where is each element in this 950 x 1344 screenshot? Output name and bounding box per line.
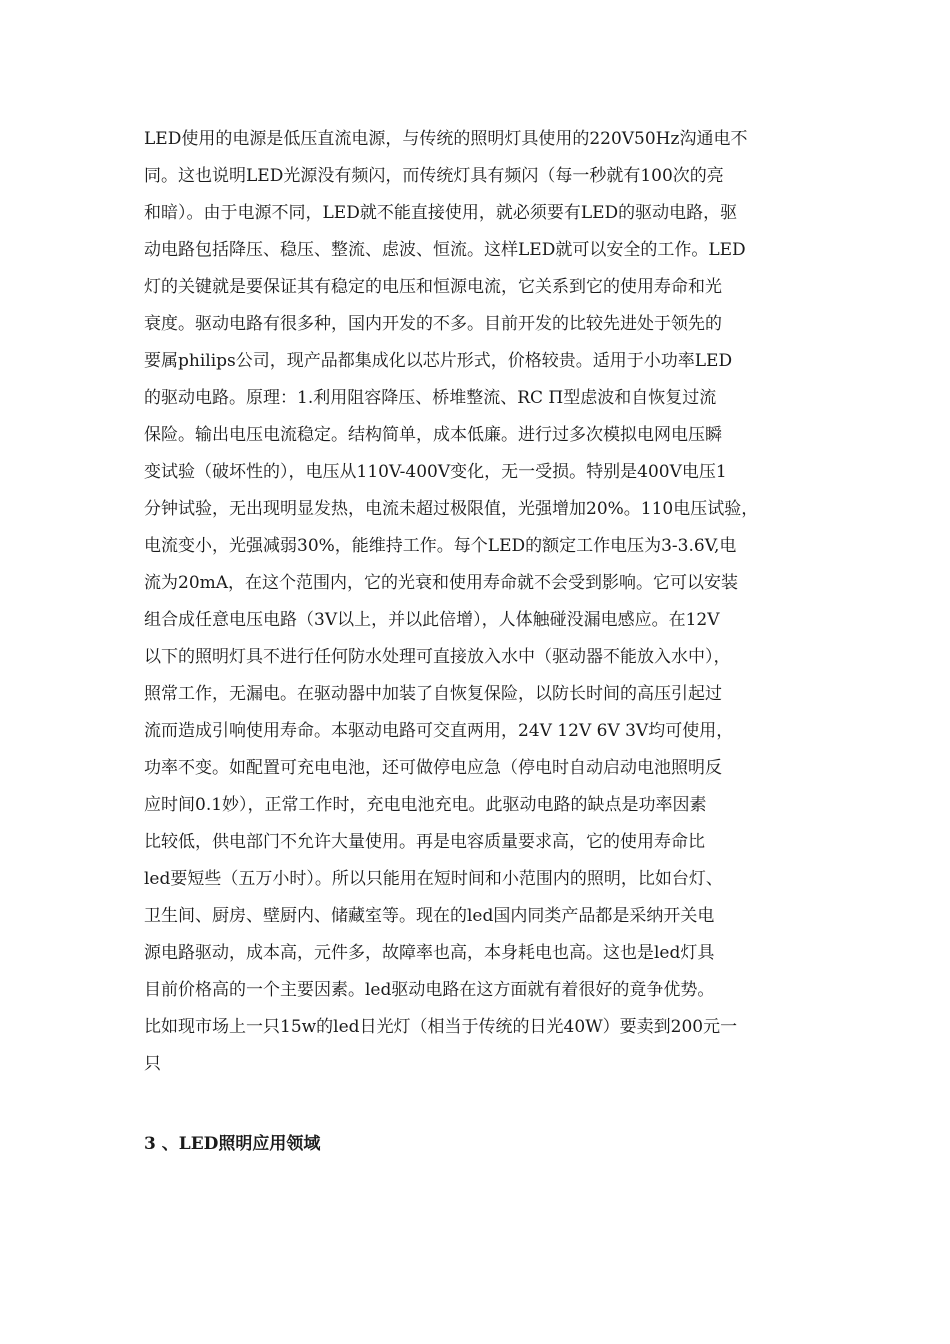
paragraph-line: 衰度。驱动电路有很多种，国内开发的不多。目前开发的比较先进处于领先的 [144,314,722,334]
paragraph-line: 应时间0.1妙），正常工作时，充电电池充电。此驱动电路的缺点是功率因素 [144,795,707,815]
paragraph-line: 源电路驱动，成本高，元件多，故障率也高，本身耗电也高。这也是led灯具 [144,943,715,963]
paragraph-line: 比如现市场上一只15w的led日光灯（相当于传统的日光40W）要卖到200元一 [144,1017,738,1037]
paragraph-line: 以下的照明灯具不进行任何防水处理可直接放入水中（驱动器不能放入水中）， [144,647,731,667]
section-heading: 3 、LED照明应用领域 [144,1134,321,1154]
paragraph-line: 流为20mA，在这个范围内，它的光衰和使用寿命就不会受到影响。它可以安装 [144,573,739,593]
paragraph-line: 比较低，供电部门不允许大量使用。再是电容质量要求高，它的使用寿命比 [144,832,705,852]
paragraph-line: 电流变小，光强减弱30%，能维持工作。每个LED的额定工作电压为3-3.6V,电 [144,536,737,556]
paragraph-line: 的驱动电路。原理：1.利用阻容降压、桥堆整流、RC Π型虑波和自恢复过流 [144,388,717,408]
paragraph-line: 目前价格高的一个主要因素。led驱动电路在这方面就有着很好的竟争优势。 [144,980,715,1000]
body-paragraph [144,121,824,1083]
paragraph-line: led要短些（五万小时）。所以只能用在短时间和小范围内的照明，比如台灯、 [144,869,723,889]
paragraph-line: 和暗）。由于电源不同，LED就不能直接使用，就必须要有LED的驱动电路，驱 [144,203,738,223]
paragraph-line: 功率不变。如配置可充电电池，还可做停电应急（停电时自动启动电池照明反 [144,758,722,778]
paragraph-line: 流而造成引响使用寿命。本驱动电路可交直两用，24V 12V 6V 3V均可使用， [144,721,734,741]
paragraph-line: 动电路包括降压、稳压、整流、虑波、恒流。这样LED就可以安全的工作。LED [144,240,746,260]
paragraph-line: 变试验（破坏性的），电压从110V-400V变化，无一受损。特别是400V电压1 [144,462,727,482]
paragraph-line: 保险。输出电压电流稳定。结构简单，成本低廉。进行过多次模拟电网电压瞬 [144,425,722,445]
paragraph-line: LED使用的电源是低压直流电源，与传统的照明灯具使用的220V50Hz沟通电不 [144,129,748,149]
paragraph-line: 只 [144,1054,161,1074]
paragraph-line: 照常工作，无漏电。在驱动器中加装了自恢复保险，以防长时间的高压引起过 [144,684,722,704]
paragraph-line: 灯的关键就是要保证其有稳定的电压和恒源电流，它关系到它的使用寿命和光 [144,277,722,297]
paragraph-line: 卫生间、厨房、壁厨内、储藏室等。现在的led国内同类产品都是采纳开关电 [144,906,715,926]
paragraph-line: 分钟试验，无出现明显发热，电流未超过极限值，光强增加20%。110电压试验， [144,499,759,519]
paragraph-line: 同。这也说明LED光源没有频闪，而传统灯具有频闪（每一秒就有100次的亮 [144,166,724,186]
paragraph-line: 要属philips公司，现产品都集成化以芯片形式，价格较贵。适用于小功率LED [144,351,733,371]
paragraph-line: 组合成任意电压电路（3V以上，并以此倍增），人体触碰没漏电感应。在12V [144,610,720,630]
